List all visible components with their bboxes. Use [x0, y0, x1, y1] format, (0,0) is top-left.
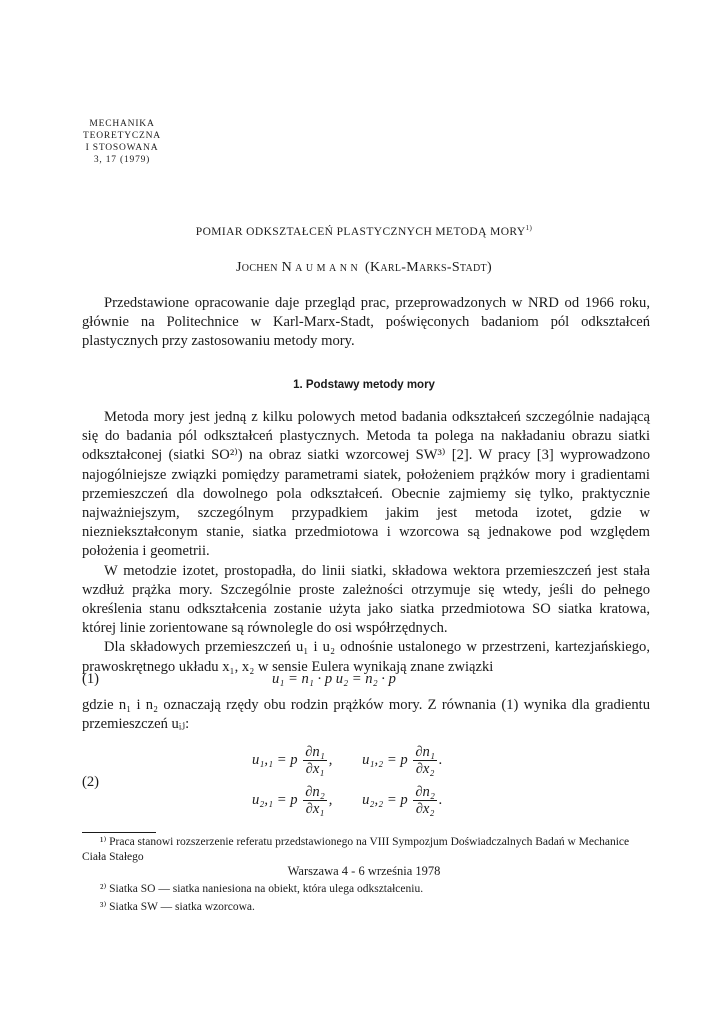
footnote-text: ¹⁾ Praca stanowi rozszerzenie referatu przedstawionego na VIII Sympozjum Doświadczalnych Badań w Mechanice Ciała Stałego [82, 836, 630, 863]
abstract-text: Przedstawione opracowanie daje przegląd prac, przeprowadzonych w NRD od 1966 roku, głównie na Politechnice w Karl-Marx-Stadt, poświęconych badaniom pól odkształceń plastycznych przy zastosowaniu metody mory. [82, 295, 650, 350]
denominator: ∂x₂ [415, 761, 435, 777]
equation-row: u₁,₁ = p $\frac{\text{∂n₁}}{\text{∂x₁}}$ , u₁,₂ = p $\frac{\text{∂n₁}}{\text{∂x₂}}$ . [252, 744, 443, 777]
journal-name-line: MECHANIKA [89, 119, 155, 129]
abstract [82, 294, 650, 352]
equation-lhs: u₂,₂ = p [362, 791, 408, 808]
paragraph: gdzie n₁ i n₂ oznaczają rzędy obu rodzin prążków mory. Z równania (1) wynika dla gradientu przemieszczeń uᵢⱼ: [82, 697, 650, 733]
equation-number: (1) [82, 671, 100, 687]
author-first-name: Jochen [236, 260, 278, 275]
footnote-text: ²⁾ Siatka SO — siatka naniesiona na obiekt, która ulega odkształceniu. [100, 883, 424, 895]
author-line [0, 260, 728, 276]
journal-name-line: TEORETYCZNA [83, 131, 161, 141]
denominator: ∂x₁ [305, 801, 325, 817]
paper-title-text: POMIAR ODKSZTAŁCEŃ PLASTYCZNYCH METODĄ MORY [195, 225, 526, 238]
journal-name-line: I STOSOWANA [85, 143, 159, 153]
author-last-name: Naumann [281, 260, 362, 275]
paragraph: Dla składowych przemieszczeń u₁ i u₂ odnośnie ustalonego w przestrzeni, kartezjańskiego, prawoskrętnego układu x₁, x₂ w sensie Eulera wynikają znane związki [82, 639, 650, 675]
body-text [82, 408, 650, 677]
denominator: ∂x₁ [305, 761, 325, 777]
fraction [303, 784, 327, 817]
fraction [413, 784, 437, 817]
footnote-1 [82, 835, 650, 865]
footnote-2 [82, 882, 650, 897]
body-text-continued [82, 696, 650, 734]
equation-row: u₂,₁ = p $\frac{\text{∂n₂}}{\text{∂x₁}}$ , u₂,₂ = p $\frac{\text{∂n₂}}{\text{∂x₂}}$ . [252, 784, 443, 817]
equation-lhs: u₁,₂ = p [362, 751, 408, 768]
numerator: ∂n₂ [415, 784, 435, 800]
equation-lhs: u₂,₁ = p [252, 791, 298, 808]
numerator: ∂n₁ [305, 744, 325, 760]
equation-1 [82, 671, 650, 693]
paragraph: Metoda mory jest jedną z kilku polowych metod badania odkształceń szczególnie nadającą się do badania pól odkształceń plastycznych. Metoda ta polega na nakładaniu obrazu siatki odkształconej (siatki SO²⁾) na obraz siatki wzorcowej SW³⁾ [2]. W pracy [3] wyprowadzono najogólniejsze związki pomiędzy parametrami siatek, położeniem prążków mory i gradientami przemieszczeń dla dowolnego pola odkształceń. Obecnie zajmiemy się tylko, praktycznie najważniejszym, szczególnym przypadkiem jakim jest metoda izotet, gdzie w niezniekształconym stanie, siatka przedmiotowa i wzorcowa są jednakowe pod względem położenia i geometrii. [82, 409, 650, 560]
equation-number: (2) [82, 774, 100, 790]
denominator: ∂x₂ [415, 801, 435, 817]
author-affiliation: (Karl-Marks-Stadt) [365, 260, 492, 275]
equation-2 [82, 744, 650, 824]
conference-place-date: Warszawa 4 - 6 września 1978 [287, 864, 441, 878]
journal-header [78, 118, 166, 166]
equation-lhs: u₁,₁ = p [252, 751, 298, 768]
footnote-3 [82, 900, 650, 915]
numerator: ∂n₂ [305, 784, 325, 800]
footnote-rule [82, 832, 156, 833]
paper-title [0, 224, 728, 238]
journal-volume: 3, 17 (1979) [93, 155, 151, 165]
paragraph: W metodzie izotet, prostopadła, do linii siatki, składowa wektora przemieszczeń jest stała wzdłuż prążka mory. Szczególnie proste zależności otrzymuje się wtedy, jeśli do pełnego określenia stanu odkształcenia zostanie użyta jako siatka przedmiotowa SO siatka kratowa, której linie zorientowane są równolegle do osi współrzędnych. [82, 562, 650, 637]
numerator: ∂n₁ [415, 744, 435, 760]
footnote-text: ³⁾ Siatka SW — siatka wzorcowa. [100, 901, 255, 913]
fraction [303, 744, 327, 777]
section-heading: 1. Podstawy metody mory [293, 379, 435, 391]
equation-formula: u₁ = n₁ · p u₂ = n₂ · p [272, 671, 396, 687]
fraction [413, 744, 437, 777]
title-footnote-mark: 1) [525, 224, 533, 232]
